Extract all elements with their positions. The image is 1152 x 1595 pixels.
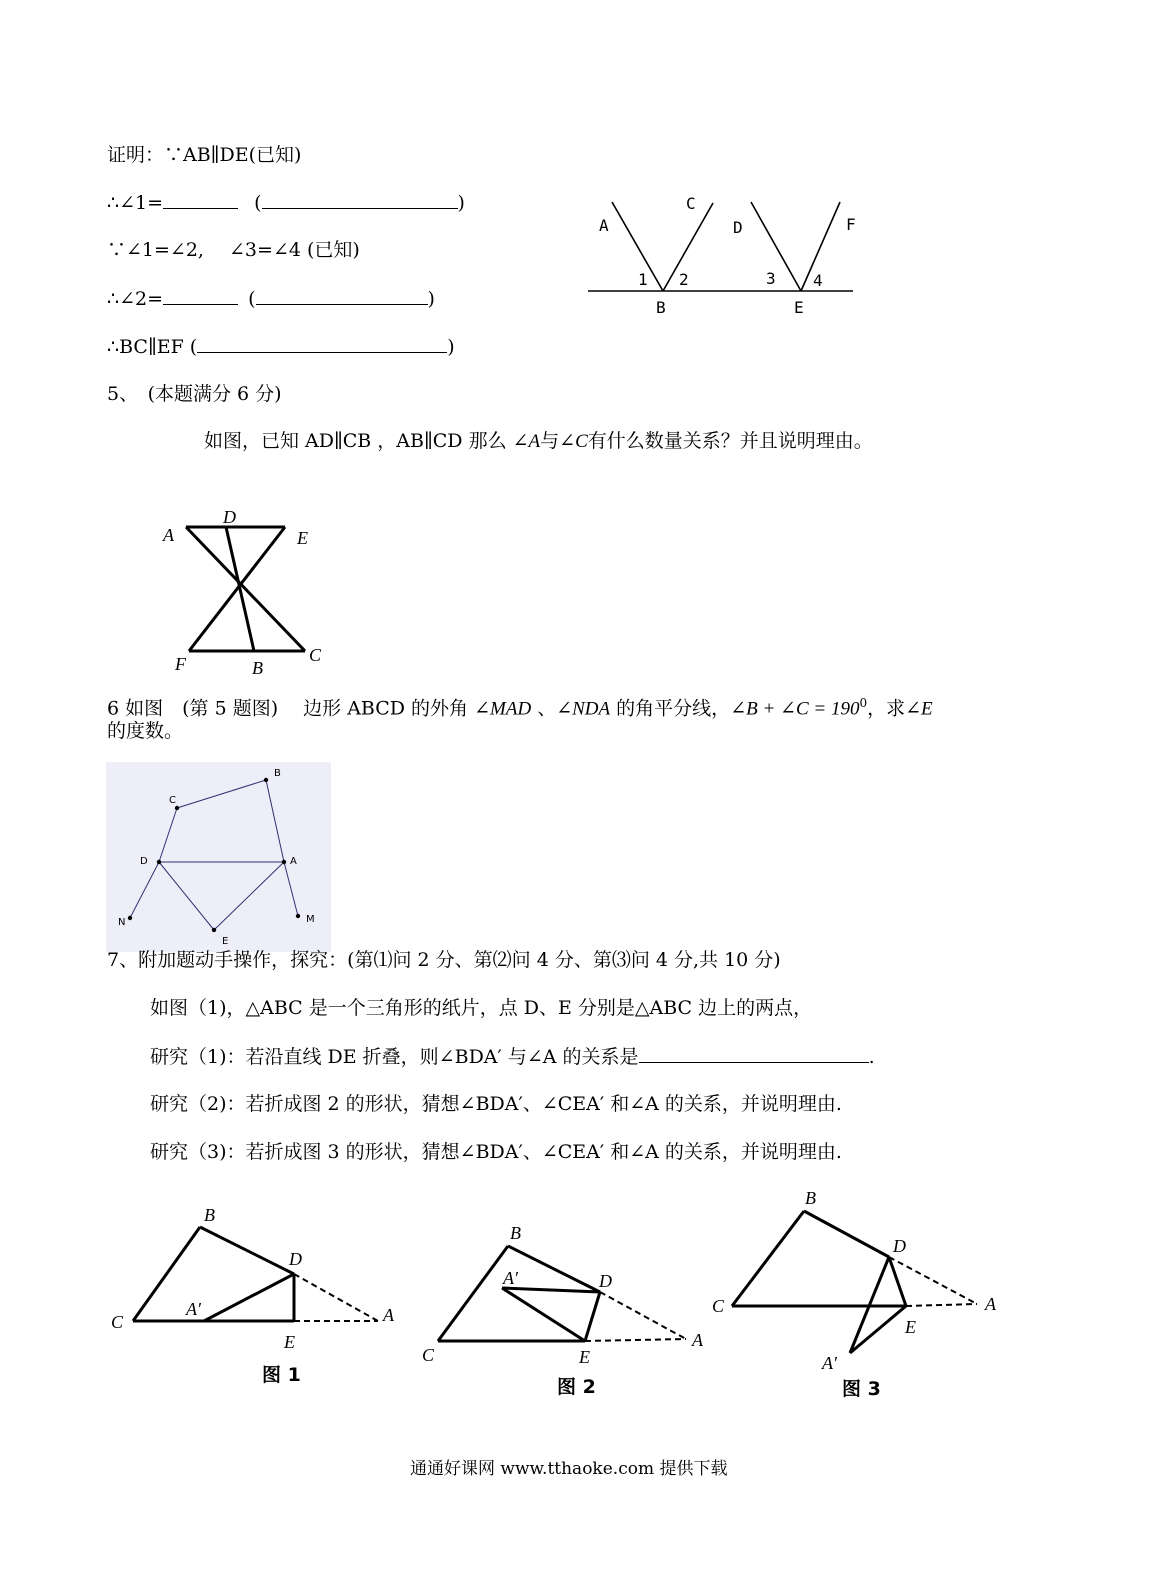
- label-b: B: [274, 768, 281, 779]
- label-d: D: [289, 1249, 302, 1269]
- label-b: B: [656, 298, 666, 317]
- figure-1: [111, 1205, 395, 1386]
- label-a-prime: A′: [186, 1299, 201, 1319]
- question-5-header: 5、 (本题满分 6 分): [107, 383, 282, 405]
- label-a-prime: A′: [503, 1268, 518, 1288]
- label-a: A: [985, 1294, 996, 1314]
- label-1: 1: [638, 270, 648, 289]
- label-d: D: [599, 1271, 612, 1291]
- question-7-research-3: 研究（3)：若折成图 3 的形状，猜想∠BDA′、∠CEA′ 和∠A 的关系，并说明理由.: [150, 1141, 842, 1163]
- label-a: A: [383, 1305, 394, 1325]
- label-c: C: [309, 645, 322, 665]
- question-7-header: 7、附加题动手操作，探究：(第⑴问 2 分、第⑵问 4 分、第⑶问 4 分,共 10 分): [107, 949, 781, 971]
- label-b: B: [805, 1188, 816, 1208]
- question-7-research-2: 研究（2)：若折成图 2 的形状，猜想∠BDA′、∠CEA′ 和∠A 的关系，并说明理由.: [150, 1093, 842, 1115]
- label-a: A: [599, 216, 609, 235]
- label-c: C: [712, 1296, 725, 1316]
- question-6-line2: 的度数。: [107, 720, 184, 742]
- label-3: 3: [766, 269, 776, 288]
- proof-line-4: ∴∠2= ( ): [107, 288, 435, 310]
- label-n: N: [118, 917, 126, 928]
- label-b: B: [252, 658, 263, 678]
- label-e: E: [794, 298, 804, 317]
- label-a: A: [692, 1330, 703, 1350]
- figure-3-caption: 图 3: [842, 1378, 881, 1400]
- question-7-research-1: 研究（1)：若沿直线 DE 折叠，则∠BDA′ 与∠A 的关系是 .: [150, 1046, 875, 1068]
- proof-line-1: 证明：∵AB∥DE(已知): [107, 144, 302, 166]
- label-d: D: [223, 507, 236, 527]
- proof-line-3: ∵∠1=∠2, ∠3=∠4 (已知): [107, 239, 360, 261]
- question-5-stem: 如图，已知 AD∥CB ，AB∥CD 那么 ∠A与∠C有什么数量关系？并且说明理由。: [204, 430, 873, 452]
- label-a: A: [290, 856, 297, 867]
- label-e: E: [579, 1347, 590, 1367]
- label-e: E: [297, 528, 308, 548]
- label-c: C: [111, 1312, 124, 1332]
- proof-line-2: ∴∠1= ( ): [107, 192, 465, 214]
- figure-2-caption: 图 2: [557, 1376, 596, 1398]
- label-4: 4: [813, 271, 823, 290]
- page-footer: 通通好课网 www.tthaoke.com 提供下载: [410, 1459, 728, 1479]
- proof-line-5: ∴BC∥EF ( ): [107, 336, 455, 358]
- label-c: C: [169, 795, 176, 806]
- label-d: D: [140, 856, 148, 867]
- label-a-prime: A′: [822, 1353, 837, 1373]
- label-d: D: [893, 1236, 906, 1256]
- label-a: A: [163, 525, 174, 545]
- label-e: E: [905, 1317, 916, 1337]
- label-e: E: [284, 1332, 295, 1352]
- label-b: B: [204, 1205, 215, 1225]
- figure-2: [422, 1223, 704, 1398]
- label-e: E: [222, 936, 229, 947]
- label-c: C: [686, 194, 696, 213]
- label-f: F: [175, 654, 186, 674]
- figure-3: [712, 1188, 997, 1400]
- label-f: F: [846, 215, 856, 234]
- label-m: M: [306, 914, 315, 925]
- figure-1-caption: 图 1: [262, 1364, 301, 1386]
- label-c: C: [422, 1345, 435, 1365]
- question-7-intro: 如图（1)，△ABC 是一个三角形的纸片，点 D、E 分别是△ABC 边上的两点，: [150, 997, 813, 1019]
- label-2: 2: [679, 270, 689, 289]
- label-d: D: [733, 218, 743, 237]
- question-6-stem: 6 如图 (第 5 题图) 边形 ABCD 的外角 ∠MAD 、∠NDA 的角平分线，∠B + ∠C = $190^0$，求∠E: [107, 696, 933, 720]
- label-b: B: [510, 1223, 521, 1243]
